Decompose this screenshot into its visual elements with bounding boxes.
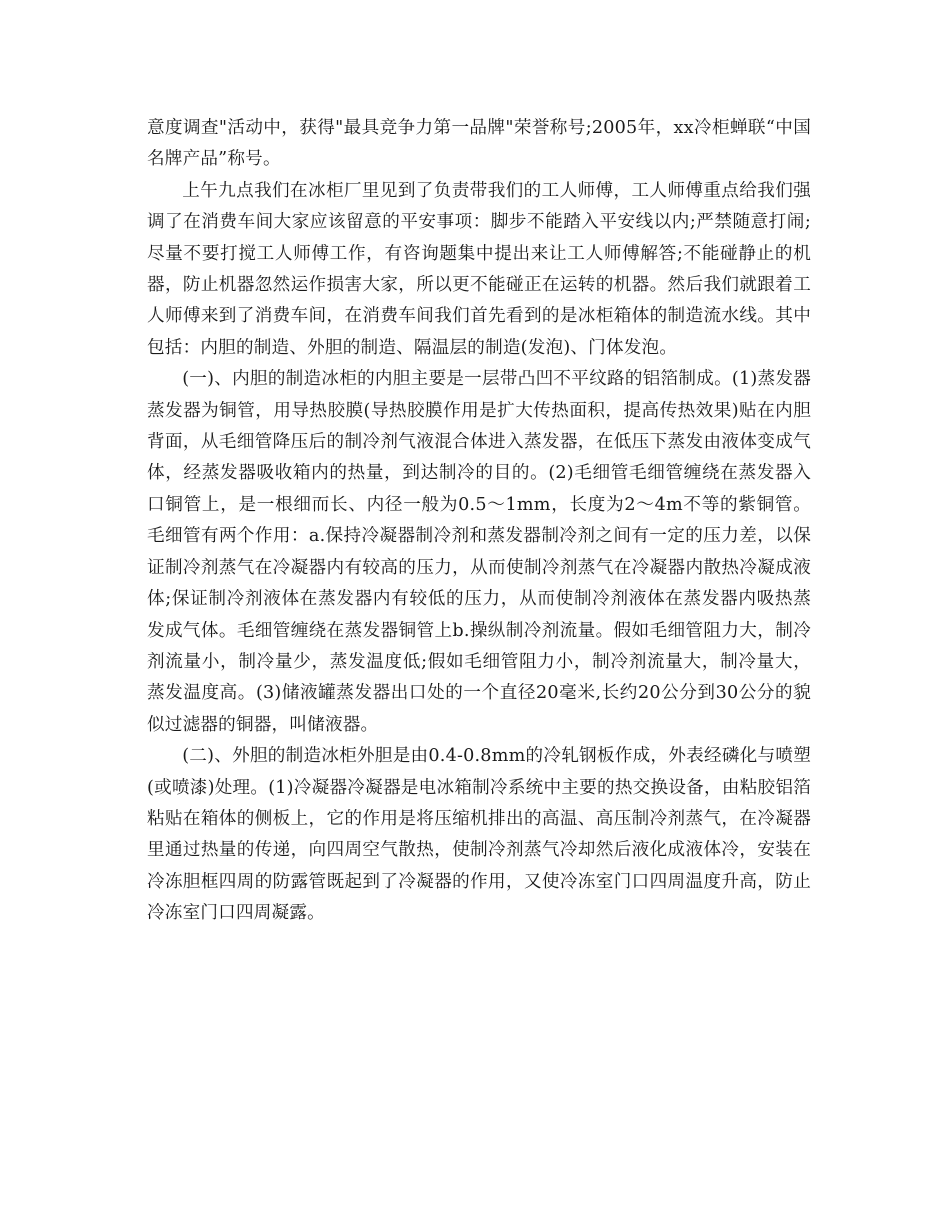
paragraph-4: (二)、外胆的制造冰柜外胆是由0.4-0.8mm的冷轧钢板作成，外表经磷化与喷塑(或喷漆)处理。(1)冷凝器冷凝器是电冰箱制冷系统中主要的热交换设备，由粘胶铝箔粘贴在箱体的侧板上，它的作用是将压缩机排出的高温、高压制冷剂蒸气，在冷凝器里通过热量的传递，向四周空气散热，使制冷剂蒸气冷却然后液化成液体冷，安装在冷冻胆框四周的防露管既起到了冷凝器的作用，又使冷冻室门口四周温度升高，防止冷冻室门口四周凝露。 (147, 746, 811, 924)
paragraph-3: (一)、内胆的制造冰柜的内胆主要是一层带凸凹不平纹路的铝箔制成。(1)蒸发器蒸发器为铜管，用导热胶膜(导热胶膜作用是扩大传热面积，提高传热效果)贴在内胆背面，从毛细管降压后的制冷剂气液混合体进入蒸发器，在低压下蒸发由液体变成气体，经蒸发器吸收箱内的热量，到达制冷的目的。(2)毛细管毛细管缠绕在蒸发器入口铜管上，是一根细而长、内径一般为0.5～1mm，长度为2～4m不等的紫铜管。毛细管有两个作用：a.保持冷凝器制冷剂和蒸发器制冷剂之间有一定的压力差，以保证制冷剂蒸气在冷凝器内有较高的压力，从而使制冷剂蒸气在冷凝器内散热冷凝成液体;保证制冷剂液体在蒸发器内有较低的压力，从而使制冷剂液体在蒸发器内吸热蒸发成气体。毛细管缠绕在蒸发器铜管上b.操纵制冷剂流量。假如毛细管阻力大，制冷剂流量小，制冷量少，蒸发温度低;假如毛细管阻力小，制冷剂流量大，制冷量大，蒸发温度高。(3)储液罐蒸发器出口处的一个直径20毫米,长约20公分到30公分的貌似过滤器的铜器，叫储液器。 (147, 369, 811, 735)
document-body (147, 113, 811, 930)
paragraph-2: 上午九点我们在冰柜厂里见到了负责带我们的工人师傅，工人师傅重点给我们强调了在消费车间大家应该留意的平安事项：脚步不能踏入平安线以内;严禁随意打闹;尽量不要打搅工人师傅工作，有咨询题集中提出来让工人师傅解答;不能碰静止的机器，防止机器忽然运作损害大家，所以更不能碰正在运转的机器。然后我们就跟着工人师傅来到了消费车间，在消费车间我们首先看到的是冰柜箱体的制造流水线。其中包括：内胆的制造、外胆的制造、隔温层的制造(发泡)、门体发泡。 (147, 180, 811, 358)
paragraph-1: 意度调查"活动中，获得"最具竞争力第一品牌"荣誉称号;2005年，xx冷柜蝉联“中国名牌产品”称号。 (147, 118, 811, 170)
